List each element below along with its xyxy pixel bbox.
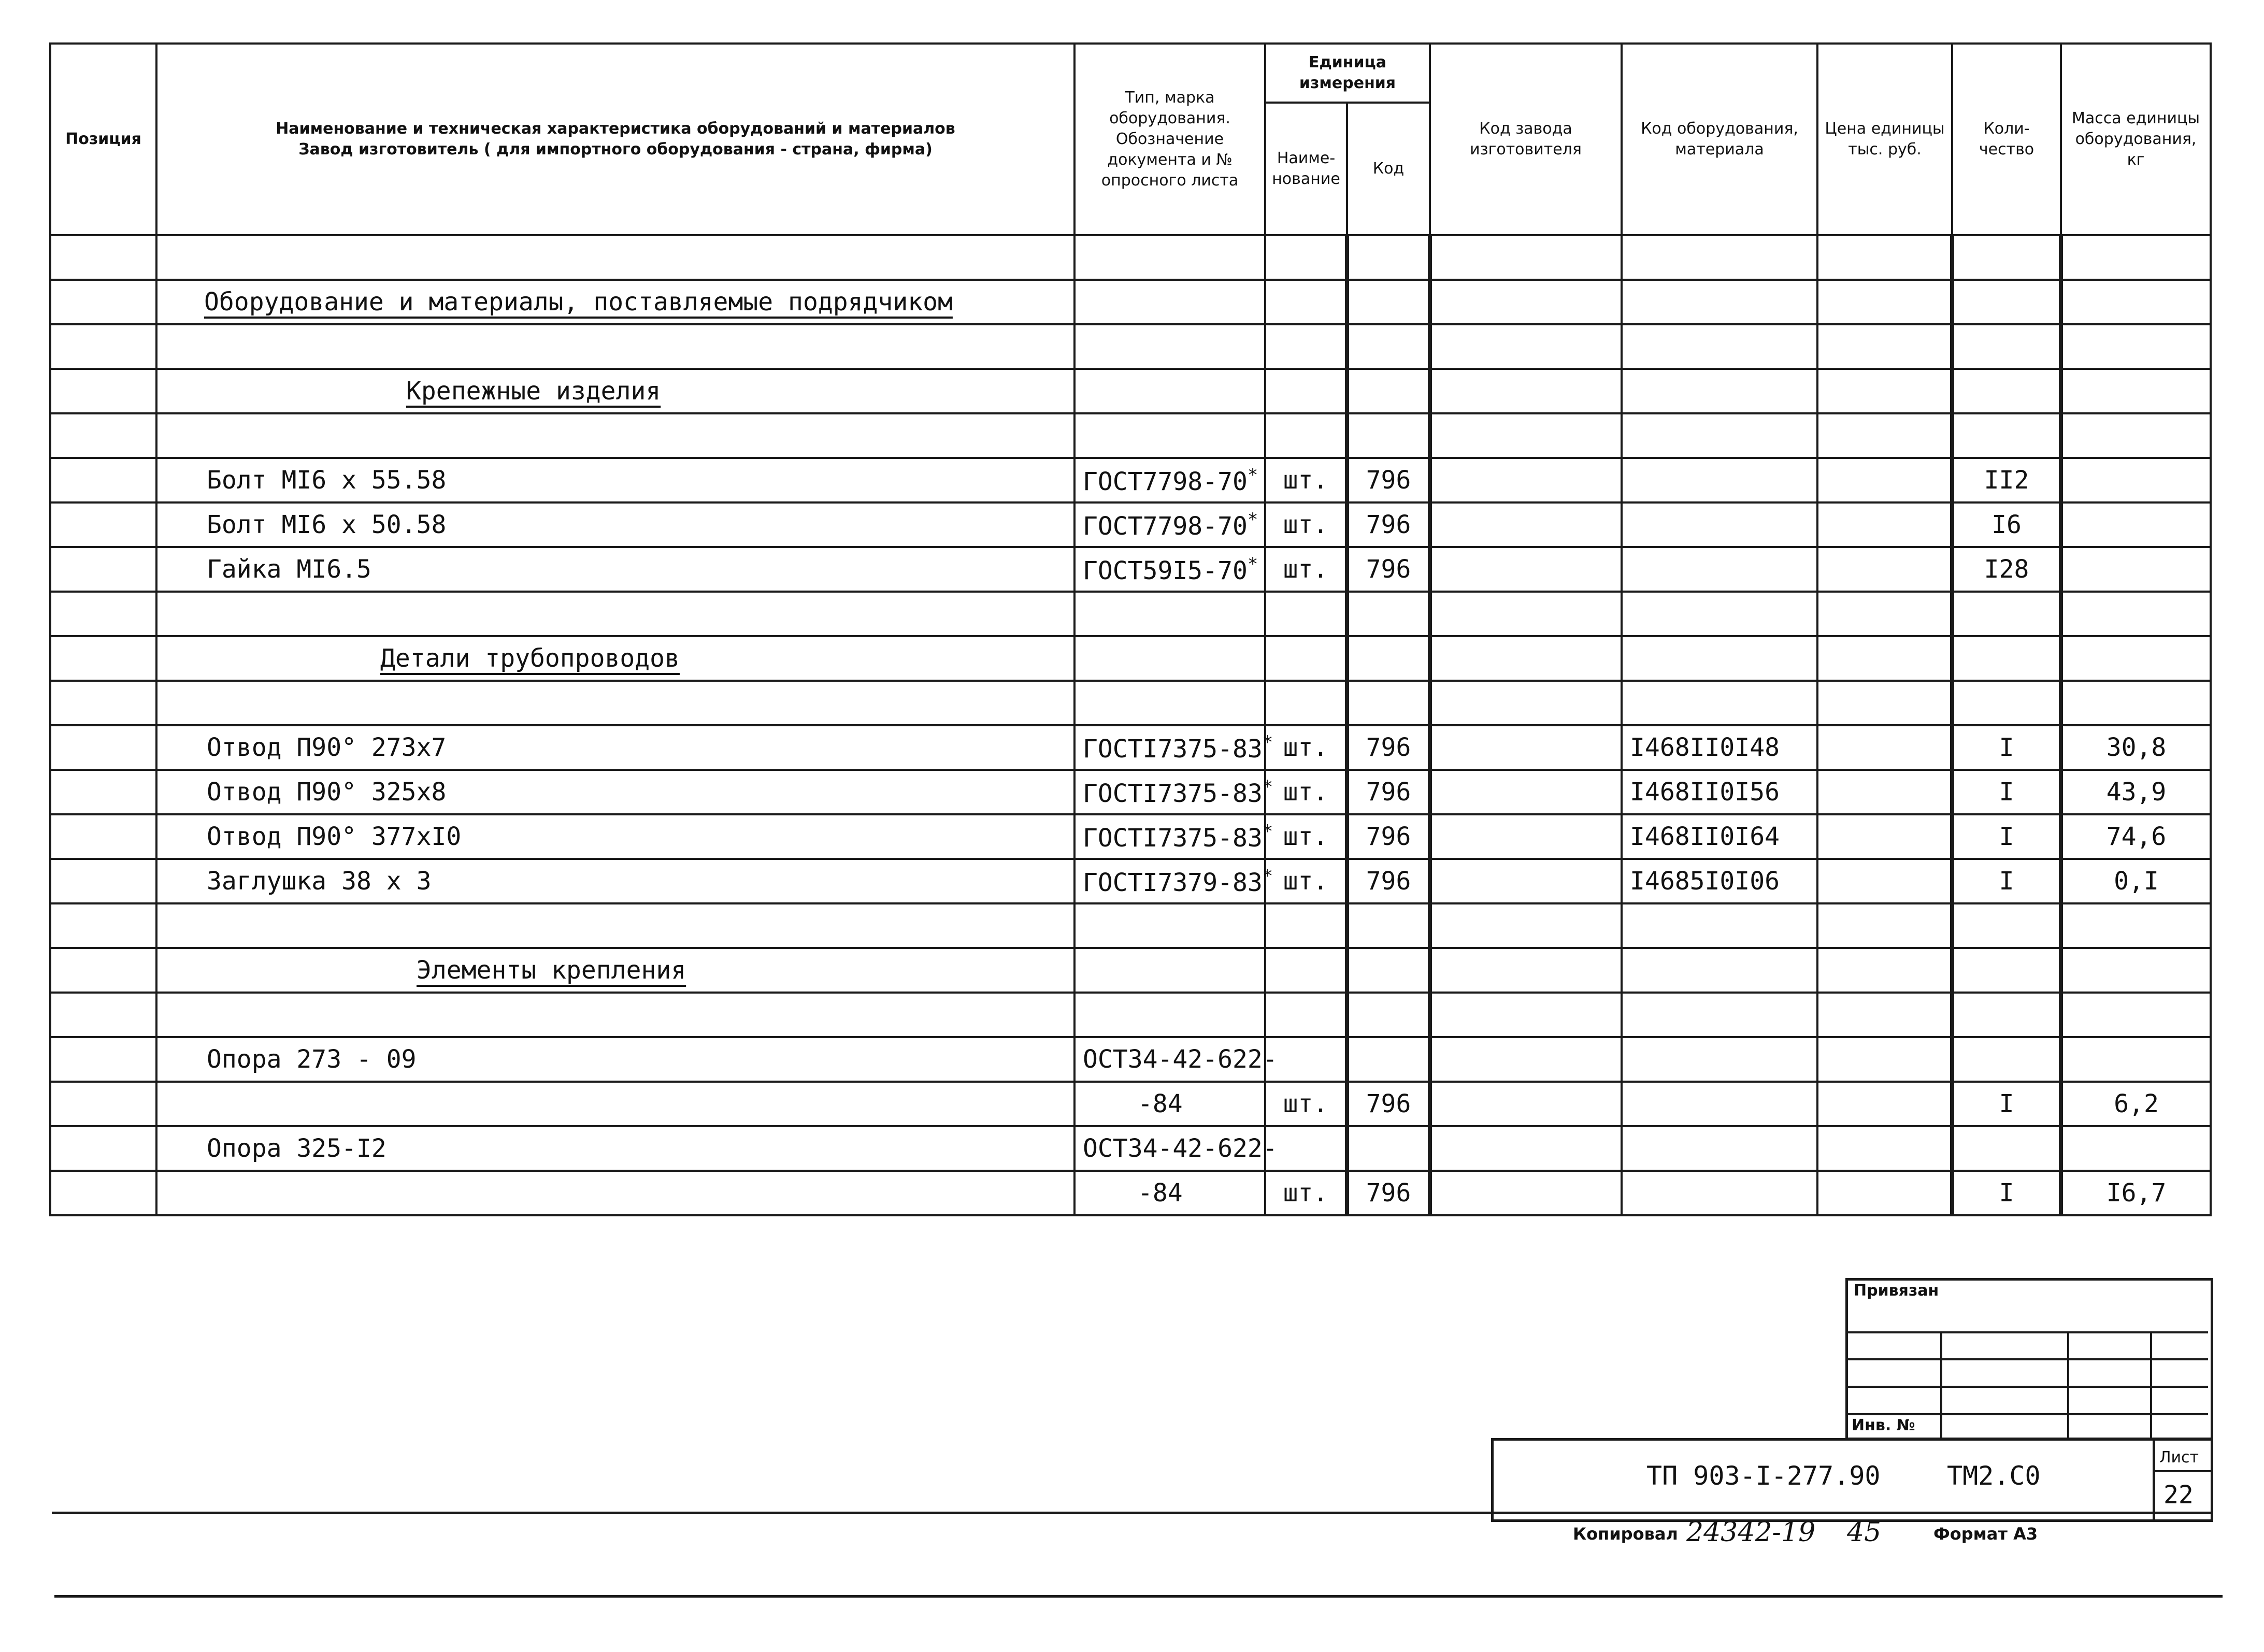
cell-name <box>156 993 1074 1037</box>
cell-unit-code <box>1347 636 1430 681</box>
cell-factory-code <box>1430 369 1622 413</box>
cell-document <box>1074 1037 1278 1082</box>
cell-name: Отвод П90° 325x8 <box>156 770 1074 814</box>
cell-factory-code <box>1430 903 1622 948</box>
cell-factory-code <box>1430 770 1622 814</box>
cell-price <box>1817 636 1952 681</box>
cell-price <box>1817 770 1952 814</box>
cell-position <box>50 547 156 592</box>
document-text: ГОСТI7379-83 <box>1083 868 1263 897</box>
cell-equipment-code <box>1622 681 1817 725</box>
document-mark: ТМ2.С0 <box>1947 1461 2041 1491</box>
blank-row <box>50 681 2211 725</box>
cell-document <box>1074 636 1265 681</box>
blank-row <box>50 235 2211 280</box>
cell-position <box>50 948 156 993</box>
cell-name: Болт МI6 x 55.58 <box>156 458 1074 502</box>
cell-unit <box>1265 280 1347 324</box>
cell-unit-code <box>1347 903 1430 948</box>
cell-price <box>1817 324 1952 369</box>
cell-price <box>1817 369 1952 413</box>
cell-position <box>50 681 156 725</box>
document-text: ОСТ34-42-622- <box>1083 1134 1278 1163</box>
header-unit-code: Код <box>1347 103 1430 235</box>
cell-mass <box>2061 458 2211 502</box>
table-row <box>50 770 2211 814</box>
cell-document <box>1074 235 1265 280</box>
cell-price <box>1817 592 1952 636</box>
cell-unit-code <box>1347 280 1430 324</box>
cell-unit-code <box>1347 993 1430 1037</box>
cell-unit <box>1265 903 1347 948</box>
cell-quantity <box>1952 993 2061 1037</box>
cell-quantity <box>1952 1037 2061 1082</box>
document-text: ГОСТ7798-70 <box>1083 467 1248 496</box>
cell-unit-code <box>1347 948 1430 993</box>
cell-unit <box>1265 1126 1347 1171</box>
header-mass: Масса единицы оборудования, кг <box>2061 44 2211 235</box>
asterisk-mark: * <box>1247 464 1258 485</box>
cell-price <box>1817 413 1952 458</box>
cell-document <box>1074 458 1265 502</box>
bound-line-2 <box>1845 1358 2208 1360</box>
header-type: Тип, марка оборудования. Обозначение документа и № опросного листа <box>1074 44 1265 235</box>
cell-mass <box>2061 903 2211 948</box>
cell-position <box>50 1171 156 1215</box>
sheet-bottom-line <box>54 1595 2223 1598</box>
cell-position <box>50 235 156 280</box>
cell-quantity <box>1952 369 2061 413</box>
cell-unit-code: 796 <box>1347 1082 1430 1126</box>
cell-unit-code: 796 <box>1347 859 1430 903</box>
cell-price <box>1817 1037 1952 1082</box>
asterisk-mark: * <box>1262 865 1273 886</box>
header-factory-code: Код завода изготовителя <box>1430 44 1622 235</box>
cell-mass <box>2061 413 2211 458</box>
cell-mass: 6,2 <box>2061 1082 2211 1126</box>
cell-factory-code <box>1430 725 1622 770</box>
cell-equipment-code <box>1622 413 1817 458</box>
cell-unit-code <box>1347 413 1430 458</box>
cell-unit <box>1265 948 1347 993</box>
cell-document <box>1074 592 1265 636</box>
cell-equipment-code <box>1622 1171 1817 1215</box>
cell-price <box>1817 1171 1952 1215</box>
cell-unit: шт. <box>1265 859 1347 903</box>
header-name <box>156 44 1074 235</box>
cell-equipment-code <box>1622 592 1817 636</box>
cell-equipment-code <box>1622 948 1817 993</box>
cell-equipment-code <box>1622 1126 1817 1171</box>
header-price: Цена единицы тыс. руб. <box>1817 44 1952 235</box>
table-row <box>50 1082 2211 1126</box>
cell-factory-code <box>1430 592 1622 636</box>
document-text: ОСТ34-42-622- <box>1083 1045 1278 1074</box>
cell-price <box>1817 1082 1952 1126</box>
cell-factory-code <box>1430 324 1622 369</box>
cell-price <box>1817 948 1952 993</box>
cell-document <box>1074 502 1265 547</box>
cell-quantity <box>1952 413 2061 458</box>
table-row <box>50 458 2211 502</box>
cell-factory-code <box>1430 502 1622 547</box>
cell-quantity: I <box>1952 1171 2061 1215</box>
cell-quantity: I <box>1952 770 2061 814</box>
cell-unit: шт. <box>1265 458 1347 502</box>
document-text: ГОСТI7375-83 <box>1083 734 1263 764</box>
cell-name <box>156 592 1074 636</box>
cell-name: Опора 273 - 09 <box>156 1037 1074 1082</box>
cell-quantity: I <box>1952 1082 2061 1126</box>
cell-unit <box>1265 993 1347 1037</box>
cell-quantity: I28 <box>1952 547 2061 592</box>
cell-document <box>1074 1082 1265 1126</box>
cell-name: Оборудование и материалы, поставляемые подрядчиком <box>156 280 1074 324</box>
cell-price <box>1817 235 1952 280</box>
bound-vline-1 <box>1940 1331 1942 1438</box>
cell-quantity <box>1952 681 2061 725</box>
cell-position <box>50 814 156 859</box>
cell-quantity: I <box>1952 859 2061 903</box>
cell-position <box>50 859 156 903</box>
cell-unit-code: 796 <box>1347 458 1430 502</box>
cell-document <box>1074 324 1265 369</box>
cell-name <box>156 1171 1074 1215</box>
cell-unit: шт. <box>1265 547 1347 592</box>
cell-price <box>1817 859 1952 903</box>
cell-equipment-code <box>1622 636 1817 681</box>
cell-equipment-code <box>1622 458 1817 502</box>
cell-quantity <box>1952 235 2061 280</box>
blank-row <box>50 903 2211 948</box>
asterisk-mark: * <box>1262 731 1273 753</box>
cell-unit <box>1265 369 1347 413</box>
cell-factory-code <box>1430 280 1622 324</box>
bound-vline-3 <box>2150 1331 2152 1438</box>
document-text: ГОСТ59I5-70 <box>1083 556 1248 585</box>
cell-document <box>1074 859 1273 903</box>
blank-row <box>50 592 2211 636</box>
blank-row <box>50 993 2211 1037</box>
cell-mass <box>2061 1126 2211 1171</box>
cell-factory-code <box>1430 814 1622 859</box>
cell-factory-code <box>1430 235 1622 280</box>
cell-unit-code: 796 <box>1347 814 1430 859</box>
title-block-sheet-divider <box>2153 1438 2155 1519</box>
cell-position <box>50 458 156 502</box>
cell-position <box>50 369 156 413</box>
cell-unit <box>1265 592 1347 636</box>
document-text: -84 <box>1138 1179 1183 1208</box>
cell-position <box>50 770 156 814</box>
bound-line-3 <box>1845 1386 2208 1388</box>
document-number: ТП 903-I-277.90 <box>1646 1461 1881 1491</box>
cell-unit <box>1265 681 1347 725</box>
cell-equipment-code <box>1622 903 1817 948</box>
cell-name: Заглушка 38 x 3 <box>156 859 1074 903</box>
cell-factory-code <box>1430 547 1622 592</box>
header-name-line2: Завод изготовитель ( для импортного оборудования - страна, фирма) <box>298 140 933 159</box>
cell-document <box>1074 369 1265 413</box>
cell-price <box>1817 681 1952 725</box>
cell-name: Болт МI6 x 50.58 <box>156 502 1074 547</box>
sheet-number: 22 <box>2163 1481 2194 1510</box>
bound-line-1 <box>1845 1331 2208 1333</box>
cell-equipment-code: I468II0I64 <box>1622 814 1817 859</box>
cell-equipment-code <box>1622 502 1817 547</box>
cell-position <box>50 280 156 324</box>
cell-unit <box>1265 413 1347 458</box>
cell-equipment-code <box>1622 235 1817 280</box>
blank-row <box>50 324 2211 369</box>
cell-quantity <box>1952 903 2061 948</box>
cell-factory-code <box>1430 993 1622 1037</box>
table-row <box>50 1126 2211 1171</box>
cell-mass <box>2061 592 2211 636</box>
cell-mass <box>2061 993 2211 1037</box>
cell-mass <box>2061 280 2211 324</box>
cell-quantity <box>1952 280 2061 324</box>
cell-price <box>1817 547 1952 592</box>
header-unit: Единица измерения <box>1265 44 1430 103</box>
copy-extra: 45 <box>1847 1517 1882 1548</box>
cell-position <box>50 502 156 547</box>
cell-mass: 74,6 <box>2061 814 2211 859</box>
title-block-sheet-hline <box>2153 1470 2211 1472</box>
cell-name: Опора 325-I2 <box>156 1126 1074 1171</box>
section-row <box>50 280 2211 324</box>
section-row <box>50 369 2211 413</box>
header-quantity: Коли-чество <box>1952 44 2061 235</box>
cell-name: Элементы крепления <box>156 948 1074 993</box>
cell-mass <box>2061 235 2211 280</box>
cell-price <box>1817 903 1952 948</box>
cell-mass <box>2061 369 2211 413</box>
copied-label: Копировал <box>1573 1524 1678 1544</box>
cell-quantity <box>1952 592 2061 636</box>
cell-name: Крепежные изделия <box>156 369 1074 413</box>
cell-name <box>156 681 1074 725</box>
cell-unit-code: 796 <box>1347 502 1430 547</box>
cell-unit-code <box>1347 369 1430 413</box>
cell-unit: шт. <box>1265 814 1347 859</box>
cell-position <box>50 636 156 681</box>
asterisk-mark: * <box>1247 509 1258 530</box>
cell-mass <box>2061 547 2211 592</box>
cell-mass <box>2061 1037 2211 1082</box>
cell-mass: 43,9 <box>2061 770 2211 814</box>
cell-name <box>156 1082 1074 1126</box>
cell-mass: 0,I <box>2061 859 2211 903</box>
cell-name: Детали трубопроводов <box>156 636 1074 681</box>
cell-equipment-code <box>1622 993 1817 1037</box>
cell-name: Отвод П90° 377xI0 <box>156 814 1074 859</box>
cell-position <box>50 903 156 948</box>
header-unit-name: Наиме-нование <box>1265 103 1347 235</box>
bound-line-4 <box>1845 1413 2208 1415</box>
cell-equipment-code <box>1622 1037 1817 1082</box>
cell-document <box>1074 814 1273 859</box>
cell-position <box>50 413 156 458</box>
copy-number: 24342-19 <box>1686 1517 1816 1548</box>
cell-unit: шт. <box>1265 1171 1347 1215</box>
cell-document <box>1074 1126 1278 1171</box>
cell-unit-code <box>1347 324 1430 369</box>
cell-document <box>1074 413 1265 458</box>
table-row <box>50 725 2211 770</box>
asterisk-mark: * <box>1262 776 1273 797</box>
cell-factory-code <box>1430 1126 1622 1171</box>
cell-factory-code <box>1430 681 1622 725</box>
cell-unit-code <box>1347 681 1430 725</box>
table-row <box>50 502 2211 547</box>
table-row <box>50 859 2211 903</box>
cell-unit: шт. <box>1265 725 1347 770</box>
cell-document <box>1074 948 1265 993</box>
blank-row <box>50 413 2211 458</box>
cell-price <box>1817 502 1952 547</box>
cell-mass: I6,7 <box>2061 1171 2211 1215</box>
cell-unit <box>1265 324 1347 369</box>
cell-equipment-code: I468II0I56 <box>1622 770 1817 814</box>
cell-position <box>50 592 156 636</box>
cell-position <box>50 993 156 1037</box>
cell-quantity <box>1952 1126 2061 1171</box>
cell-mass <box>2061 636 2211 681</box>
cell-price <box>1817 280 1952 324</box>
cell-factory-code <box>1430 636 1622 681</box>
cell-unit-code <box>1347 1126 1430 1171</box>
cell-quantity <box>1952 324 2061 369</box>
cell-document <box>1074 770 1273 814</box>
section-row <box>50 948 2211 993</box>
cell-name: Отвод П90° 273x7 <box>156 725 1074 770</box>
specification-body <box>50 235 2211 1215</box>
cell-equipment-code <box>1622 369 1817 413</box>
document-text: -84 <box>1138 1089 1183 1118</box>
cell-unit-code: 796 <box>1347 725 1430 770</box>
cell-document <box>1074 547 1265 592</box>
cell-factory-code <box>1430 1171 1622 1215</box>
document-text: ГОСТI7375-83 <box>1083 823 1263 853</box>
cell-factory-code <box>1430 1037 1622 1082</box>
cell-document <box>1074 1171 1265 1215</box>
header-name-line1: Наименование и техническая характеристика оборудований и материалов <box>276 120 955 138</box>
cell-equipment-code <box>1622 280 1817 324</box>
cell-mass: 30,8 <box>2061 725 2211 770</box>
bound-vline-2 <box>2067 1331 2069 1438</box>
format-label: Формат А3 <box>1933 1524 2038 1544</box>
cell-mass <box>2061 324 2211 369</box>
header-equipment-code: Код оборудования, материала <box>1622 44 1817 235</box>
cell-price <box>1817 993 1952 1037</box>
cell-document <box>1074 280 1265 324</box>
cell-position <box>50 1126 156 1171</box>
cell-name <box>156 903 1074 948</box>
cell-document <box>1074 993 1265 1037</box>
cell-name <box>156 324 1074 369</box>
cell-factory-code <box>1430 413 1622 458</box>
cell-quantity: I <box>1952 725 2061 770</box>
cell-equipment-code: I468II0I48 <box>1622 725 1817 770</box>
cell-name <box>156 235 1074 280</box>
cell-equipment-code: I4685I0I06 <box>1622 859 1817 903</box>
cell-name <box>156 413 1074 458</box>
asterisk-mark: * <box>1262 821 1273 842</box>
cell-mass <box>2061 681 2211 725</box>
cell-document <box>1074 725 1273 770</box>
cell-unit <box>1265 636 1347 681</box>
cell-price <box>1817 458 1952 502</box>
cell-unit: шт. <box>1265 770 1347 814</box>
bound-label: Привязан <box>1854 1282 1939 1300</box>
table-row <box>50 547 2211 592</box>
cell-equipment-code <box>1622 1082 1817 1126</box>
table-row <box>50 1037 2211 1082</box>
table-row <box>50 1171 2211 1215</box>
cell-position <box>50 725 156 770</box>
inv-label: Инв. № <box>1852 1416 1915 1434</box>
table-row <box>50 814 2211 859</box>
cell-equipment-code <box>1622 547 1817 592</box>
cell-unit-code <box>1347 235 1430 280</box>
cell-factory-code <box>1430 1082 1622 1126</box>
cell-quantity <box>1952 636 2061 681</box>
cell-unit-code: 796 <box>1347 770 1430 814</box>
asterisk-mark: * <box>1247 553 1258 574</box>
cell-unit: шт. <box>1265 502 1347 547</box>
cell-quantity: I6 <box>1952 502 2061 547</box>
cell-mass <box>2061 948 2211 993</box>
cell-position <box>50 1037 156 1082</box>
cell-unit-code <box>1347 1037 1430 1082</box>
cell-unit-code: 796 <box>1347 1171 1430 1215</box>
cell-price <box>1817 814 1952 859</box>
cell-equipment-code <box>1622 324 1817 369</box>
sheet-label: Лист <box>2159 1448 2199 1467</box>
specification-table <box>49 42 2212 1216</box>
cell-quantity: I <box>1952 814 2061 859</box>
cell-unit <box>1265 1037 1347 1082</box>
cell-quantity: II2 <box>1952 458 2061 502</box>
document-text: ГОСТ7798-70 <box>1083 511 1248 541</box>
cell-price <box>1817 1126 1952 1171</box>
cell-document <box>1074 681 1265 725</box>
cell-document <box>1074 903 1265 948</box>
cell-factory-code <box>1430 948 1622 993</box>
cell-price <box>1817 725 1952 770</box>
section-row <box>50 636 2211 681</box>
cell-unit: шт. <box>1265 1082 1347 1126</box>
header-position: Позиция <box>50 44 156 235</box>
document-text: ГОСТI7375-83 <box>1083 779 1263 808</box>
cell-name: Гайка МI6.5 <box>156 547 1074 592</box>
cell-unit-code: 796 <box>1347 547 1430 592</box>
cell-factory-code <box>1430 458 1622 502</box>
cell-mass <box>2061 502 2211 547</box>
cell-unit <box>1265 235 1347 280</box>
cell-quantity <box>1952 948 2061 993</box>
cell-position <box>50 1082 156 1126</box>
cell-unit-code <box>1347 592 1430 636</box>
cell-factory-code <box>1430 859 1622 903</box>
cell-position <box>50 324 156 369</box>
